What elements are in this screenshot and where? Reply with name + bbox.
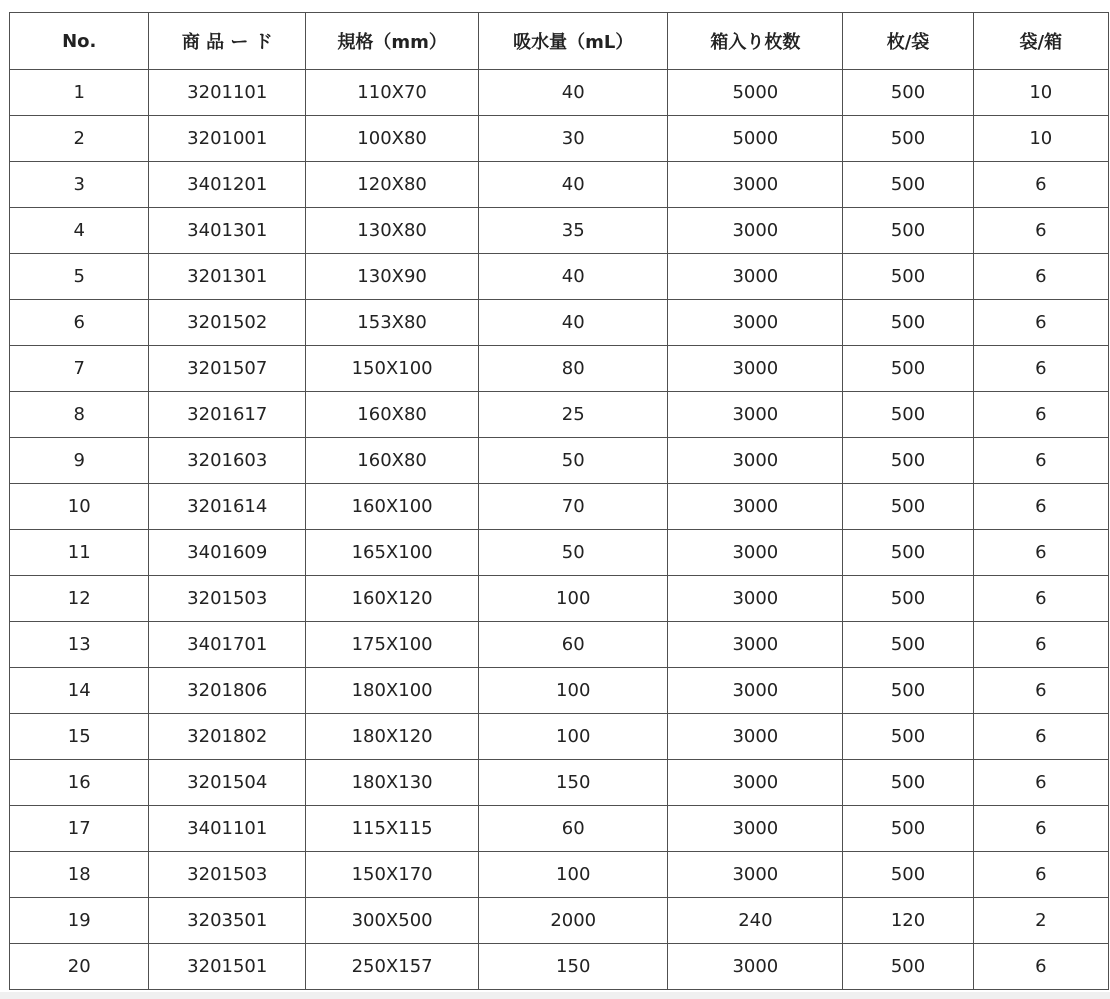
cell-sheets-per-bag: 500 [843, 208, 973, 254]
cell-size: 160X80 [306, 392, 479, 438]
cell-sheets-per-bag: 500 [843, 944, 973, 990]
cell-product-code: 3201503 [149, 576, 306, 622]
cell-bags-per-box: 6 [973, 576, 1108, 622]
cell-product-code: 3201301 [149, 254, 306, 300]
cell-absorption: 70 [479, 484, 668, 530]
cell-product-code: 3201502 [149, 300, 306, 346]
cell-box-qty: 240 [668, 898, 843, 944]
cell-size: 300X500 [306, 898, 479, 944]
cell-bags-per-box: 10 [973, 70, 1108, 116]
cell-absorption: 40 [479, 162, 668, 208]
header-size: 規格（mm） [306, 13, 479, 70]
cell-box-qty: 3000 [668, 346, 843, 392]
cell-box-qty: 3000 [668, 254, 843, 300]
cell-product-code: 3201614 [149, 484, 306, 530]
cell-product-code: 3201503 [149, 852, 306, 898]
cell-sheets-per-bag: 500 [843, 70, 973, 116]
cell-no: 8 [10, 392, 149, 438]
cell-no: 15 [10, 714, 149, 760]
cell-no: 7 [10, 346, 149, 392]
cell-product-code: 3201101 [149, 70, 306, 116]
cell-product-code: 3203501 [149, 898, 306, 944]
cell-size: 110X70 [306, 70, 479, 116]
cell-bags-per-box: 6 [973, 484, 1108, 530]
cell-box-qty: 5000 [668, 70, 843, 116]
table-row [10, 622, 1109, 668]
table-row [10, 70, 1109, 116]
table-header-row [10, 13, 1109, 70]
cell-product-code: 3201806 [149, 668, 306, 714]
cell-absorption: 150 [479, 944, 668, 990]
cell-absorption: 100 [479, 714, 668, 760]
header-sheets-per-bag: 枚/袋 [843, 13, 973, 70]
cell-absorption: 100 [479, 668, 668, 714]
cell-box-qty: 3000 [668, 530, 843, 576]
table-row [10, 346, 1109, 392]
cell-no: 9 [10, 438, 149, 484]
cell-bags-per-box: 6 [973, 806, 1108, 852]
cell-product-code: 3201617 [149, 392, 306, 438]
cell-no: 2 [10, 116, 149, 162]
cell-box-qty: 3000 [668, 392, 843, 438]
table-row [10, 392, 1109, 438]
cell-sheets-per-bag: 500 [843, 346, 973, 392]
cell-product-code: 3201504 [149, 760, 306, 806]
cell-sheets-per-bag: 500 [843, 530, 973, 576]
cell-no: 16 [10, 760, 149, 806]
table-row [10, 668, 1109, 714]
cell-no: 10 [10, 484, 149, 530]
cell-no: 1 [10, 70, 149, 116]
cell-absorption: 30 [479, 116, 668, 162]
cell-box-qty: 3000 [668, 806, 843, 852]
cell-absorption: 100 [479, 576, 668, 622]
cell-size: 250X157 [306, 944, 479, 990]
cell-size: 160X120 [306, 576, 479, 622]
cell-bags-per-box: 2 [973, 898, 1108, 944]
cell-bags-per-box: 6 [973, 668, 1108, 714]
cell-sheets-per-bag: 500 [843, 668, 973, 714]
cell-box-qty: 3000 [668, 438, 843, 484]
cell-product-code: 3401701 [149, 622, 306, 668]
cell-sheets-per-bag: 500 [843, 254, 973, 300]
cell-box-qty: 5000 [668, 116, 843, 162]
cell-absorption: 40 [479, 254, 668, 300]
cell-absorption: 50 [479, 530, 668, 576]
table-row [10, 300, 1109, 346]
cell-no: 13 [10, 622, 149, 668]
cell-box-qty: 3000 [668, 300, 843, 346]
cell-product-code: 3201501 [149, 944, 306, 990]
table-row [10, 438, 1109, 484]
cell-no: 3 [10, 162, 149, 208]
cell-size: 130X90 [306, 254, 479, 300]
header-no: No. [10, 13, 149, 70]
cell-box-qty: 3000 [668, 208, 843, 254]
cell-size: 165X100 [306, 530, 479, 576]
cell-sheets-per-bag: 120 [843, 898, 973, 944]
cell-box-qty: 3000 [668, 576, 843, 622]
cell-absorption: 25 [479, 392, 668, 438]
cell-product-code: 3201507 [149, 346, 306, 392]
table-row [10, 944, 1109, 990]
cell-size: 175X100 [306, 622, 479, 668]
cell-size: 120X80 [306, 162, 479, 208]
cell-sheets-per-bag: 500 [843, 576, 973, 622]
cell-bags-per-box: 6 [973, 944, 1108, 990]
cell-no: 18 [10, 852, 149, 898]
table-row [10, 852, 1109, 898]
table-row [10, 760, 1109, 806]
cell-absorption: 100 [479, 852, 668, 898]
table-row [10, 714, 1109, 760]
cell-size: 180X130 [306, 760, 479, 806]
cell-no: 5 [10, 254, 149, 300]
table-row [10, 576, 1109, 622]
cell-absorption: 80 [479, 346, 668, 392]
cell-size: 115X115 [306, 806, 479, 852]
cell-absorption: 2000 [479, 898, 668, 944]
cell-bags-per-box: 6 [973, 392, 1108, 438]
cell-box-qty: 3000 [668, 852, 843, 898]
table-row [10, 898, 1109, 944]
cell-size: 180X120 [306, 714, 479, 760]
cell-bags-per-box: 10 [973, 116, 1108, 162]
cell-bags-per-box: 6 [973, 254, 1108, 300]
cell-absorption: 40 [479, 300, 668, 346]
product-table-container [9, 12, 1109, 990]
cell-bags-per-box: 6 [973, 622, 1108, 668]
table-row [10, 254, 1109, 300]
cell-product-code: 3201802 [149, 714, 306, 760]
cell-box-qty: 3000 [668, 622, 843, 668]
cell-absorption: 60 [479, 806, 668, 852]
cell-box-qty: 3000 [668, 668, 843, 714]
cell-product-code: 3201001 [149, 116, 306, 162]
cell-size: 150X100 [306, 346, 479, 392]
table-row [10, 530, 1109, 576]
cell-product-code: 3401101 [149, 806, 306, 852]
cell-absorption: 150 [479, 760, 668, 806]
product-spec-table [9, 12, 1109, 990]
cell-size: 153X80 [306, 300, 479, 346]
cell-sheets-per-bag: 500 [843, 622, 973, 668]
header-absorption: 吸水量（mL） [479, 13, 668, 70]
cell-sheets-per-bag: 500 [843, 852, 973, 898]
cell-no: 17 [10, 806, 149, 852]
table-row [10, 162, 1109, 208]
cell-size: 160X100 [306, 484, 479, 530]
cell-product-code: 3201603 [149, 438, 306, 484]
cell-no: 19 [10, 898, 149, 944]
cell-absorption: 40 [479, 70, 668, 116]
cell-no: 12 [10, 576, 149, 622]
cell-sheets-per-bag: 500 [843, 116, 973, 162]
cell-product-code: 3401301 [149, 208, 306, 254]
cell-sheets-per-bag: 500 [843, 714, 973, 760]
cell-size: 100X80 [306, 116, 479, 162]
cell-box-qty: 3000 [668, 714, 843, 760]
cell-bags-per-box: 6 [973, 346, 1108, 392]
cell-bags-per-box: 6 [973, 162, 1108, 208]
header-bags-per-box: 袋/箱 [973, 13, 1108, 70]
cell-box-qty: 3000 [668, 162, 843, 208]
cell-sheets-per-bag: 500 [843, 162, 973, 208]
cell-sheets-per-bag: 500 [843, 484, 973, 530]
cell-bags-per-box: 6 [973, 852, 1108, 898]
cell-no: 6 [10, 300, 149, 346]
cell-box-qty: 3000 [668, 760, 843, 806]
cell-bags-per-box: 6 [973, 438, 1108, 484]
cell-product-code: 3401201 [149, 162, 306, 208]
cell-absorption: 50 [479, 438, 668, 484]
cell-size: 160X80 [306, 438, 479, 484]
cell-bags-per-box: 6 [973, 208, 1108, 254]
cell-sheets-per-bag: 500 [843, 300, 973, 346]
cell-no: 14 [10, 668, 149, 714]
cell-bags-per-box: 6 [973, 760, 1108, 806]
cell-size: 150X170 [306, 852, 479, 898]
cell-size: 180X100 [306, 668, 479, 714]
table-body [10, 70, 1109, 990]
cell-box-qty: 3000 [668, 944, 843, 990]
cell-box-qty: 3000 [668, 484, 843, 530]
table-row [10, 484, 1109, 530]
header-box-qty: 箱入り枚数 [668, 13, 843, 70]
cell-sheets-per-bag: 500 [843, 392, 973, 438]
table-row [10, 806, 1109, 852]
cell-bags-per-box: 6 [973, 530, 1108, 576]
cell-sheets-per-bag: 500 [843, 438, 973, 484]
bottom-divider [0, 992, 1110, 999]
cell-bags-per-box: 6 [973, 714, 1108, 760]
cell-size: 130X80 [306, 208, 479, 254]
header-product-code: 商 品 ー ド [149, 13, 306, 70]
table-row [10, 208, 1109, 254]
cell-product-code: 3401609 [149, 530, 306, 576]
table-row [10, 116, 1109, 162]
cell-bags-per-box: 6 [973, 300, 1108, 346]
cell-sheets-per-bag: 500 [843, 806, 973, 852]
cell-no: 20 [10, 944, 149, 990]
cell-absorption: 60 [479, 622, 668, 668]
cell-no: 11 [10, 530, 149, 576]
cell-no: 4 [10, 208, 149, 254]
cell-sheets-per-bag: 500 [843, 760, 973, 806]
cell-absorption: 35 [479, 208, 668, 254]
